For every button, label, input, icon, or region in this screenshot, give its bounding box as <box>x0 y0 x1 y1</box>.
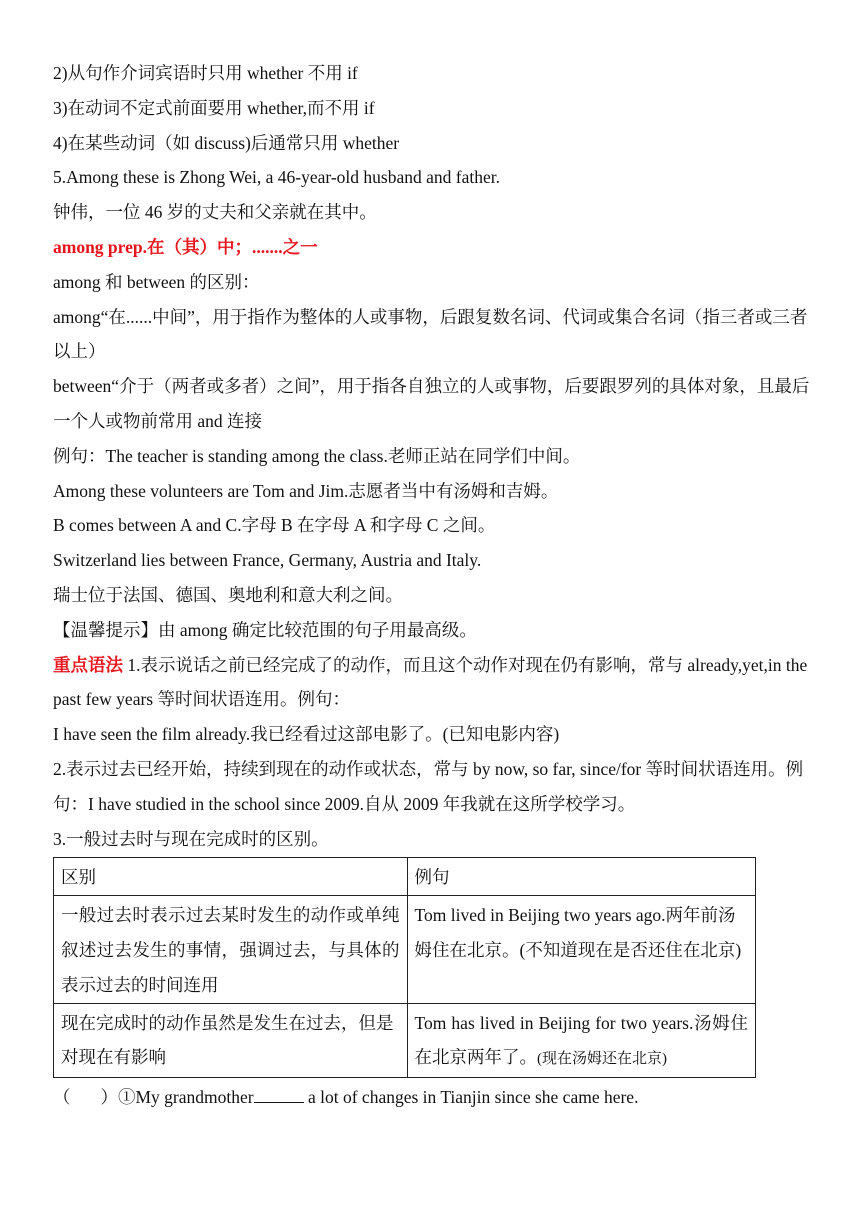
text-line: Switzerland lies between France, Germany, Austria and Italy. <box>53 550 482 571</box>
text-line: 钟伟，一位 46 岁的丈夫和父亲就在其中。 <box>53 202 377 223</box>
grammar-label: 重点语法 <box>53 654 123 675</box>
table-cell <box>407 1003 755 1078</box>
table-cell: 现在完成时的动作虽然是发生在过去，但是对现在有影响 <box>54 1003 408 1078</box>
answer-paren-open: （ <box>53 1087 71 1108</box>
fill-blank[interactable] <box>254 1086 304 1103</box>
text-line: 4)在某些动词（如 discuss)后通常只用 whether <box>53 132 400 153</box>
text-line: 3.一般过去时与现在完成时的区别。 <box>53 828 329 849</box>
exercise-text: ①My grandmother <box>118 1087 254 1108</box>
table-row <box>54 1003 756 1078</box>
text-line: 3)在动词不定式前面要用 whether,而不用 if <box>53 97 375 118</box>
table-header-cell: 区别 <box>54 858 408 896</box>
text-line: B comes between A and C.字母 B 在字母 A 和字母 C 之间。 <box>53 515 496 536</box>
text-line: I have seen the film already.我已经看过这部电影了。(已知电影内容) <box>53 724 560 745</box>
tip-line: 【温馨提示】由 among 确定比较范围的句子用最高级。 <box>53 619 477 640</box>
table-header-row <box>54 858 756 896</box>
paragraph <box>53 648 811 718</box>
exercise-line <box>53 1080 811 1115</box>
text-line: 2)从句作介词宾语时只用 whether 不用 if <box>53 63 358 83</box>
grammar-text: 1.表示说话之前已经完成了的动作，而且这个动作对现在仍有影响，常与 already,yet,in the past few years 等时间状语连用。例句： <box>53 654 808 710</box>
text-line: 例句：The teacher is standing among the class.老师正站在同学们中间。 <box>53 445 581 466</box>
text-line: Among these volunteers are Tom and Jim.志愿者当中有汤姆和吉姆。 <box>53 480 559 501</box>
section-heading: among prep.在（其）中；.......之一 <box>53 236 318 257</box>
paragraph: between“介于（两者或多者）之间”，用于指各自独立的人或事物，后要跟罗列的具体对象，且最后一个人或物前常用 and 连接 <box>53 376 810 431</box>
table-cell: 一般过去时表示过去某时发生的动作或单纯叙述过去发生的事情，强调过去，与具体的表示过去的时间连用 <box>54 896 408 1003</box>
exercise-text: a lot of changes in Tianjin since she came here. <box>303 1087 639 1108</box>
example-note: (现在汤姆还在北京) <box>537 1051 668 1068</box>
paragraph: among“在......中间”，用于指作为整体的人或事物，后跟复数名词、代词或集合名词（指三者或三者以上） <box>53 306 808 362</box>
table-cell: Tom lived in Beijing two years ago.两年前汤姆住在北京。(不知道现在是否还住在北京) <box>407 896 755 1003</box>
text-line: 瑞士位于法国、德国、奥地利和意大利之间。 <box>53 584 403 605</box>
text-line: 5.Among these is Zhong Wei, a 46-year-old husband and father. <box>53 167 500 188</box>
paragraph: 2.表示过去已经开始，持续到现在的动作或状态，常与 by now, so far, since/for 等时间状语连用。例句：I have studied in the school since 2009.自从 2009 年我就在这所学校学习。 <box>53 758 804 814</box>
text-line: among 和 between 的区别： <box>53 271 260 292</box>
document-page <box>53 56 811 1115</box>
example-sentence: Tom has lived in Beijing for two years.汤姆住在北京两年了。 <box>414 1012 748 1068</box>
table-row <box>54 896 756 1003</box>
comparison-table <box>53 857 756 1078</box>
answer-paren-close: ） <box>100 1087 118 1108</box>
table-header-cell: 例句 <box>407 858 755 896</box>
